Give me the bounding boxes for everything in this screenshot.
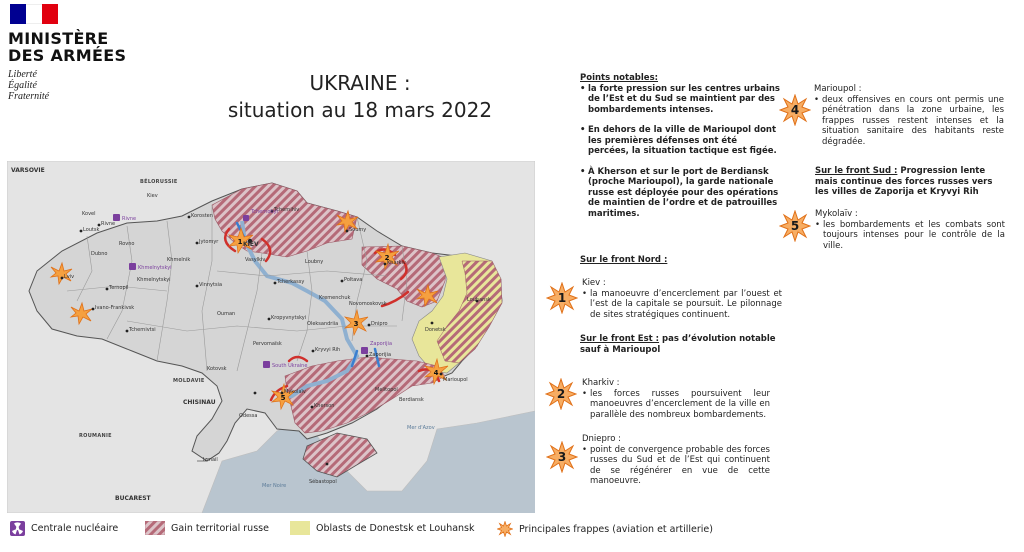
city-kryvyi-rih: Kryvyi Rih [315,347,341,353]
city-jytomyr: Jytomyr [199,239,219,245]
strike-marker-1-number: 1 [557,291,567,305]
city-loutsk: Loutsk [83,227,100,233]
city-sebastopol: Sébastopol [309,479,337,485]
nuclear-tchernobyl-icon [243,215,249,221]
ministry-line-2: DES ARMÉES [8,46,127,65]
republic-motto [8,69,148,102]
city-izmail: Izmail [203,457,218,463]
map-legend [10,519,1020,541]
city-berdiansk: Berdiansk [399,397,424,403]
city-kotovsk: Kotovsk [207,366,227,372]
french-flag-icon [10,4,58,24]
city-tchernihiv: Tchernihiv [274,207,300,213]
map-marker-4-label: 4 [433,369,439,377]
title-line-1: UKRAINE : [309,71,411,95]
city-kharkiv: Kharkiv [387,260,406,266]
label-varsovie: VARSOVIE [11,167,45,174]
city-soumy: Soumy [349,227,367,233]
marioupol-block [814,84,1004,147]
ministry-logo [8,4,148,102]
kharkiv-block [582,378,770,420]
oblasts-swatch-icon [290,521,310,535]
marioupol-title: Marioupol : [814,84,862,94]
city-kropyvnytskyi: Kropyvnytskyi [271,315,307,321]
mykolaiv-title: Mykolaïv : [815,209,858,219]
mykolaiv-block [815,209,1005,251]
legend-nuclear-label: Centrale nucléaire [31,523,119,534]
city-tcherkassy: Tcherkassy [277,279,305,285]
notable-bullet-1: • la forte pression sur les centres urbains de l’Est et du Sud se maintient par des bombardements intenses. [580,84,780,116]
front-sud-text: Progression lente mais continue des forces russes vers les villes de Zaporija et Kryvyi Rih [815,166,993,197]
city-vasylkiv: Vasylkiv [245,257,266,263]
city-kiev-small: Kiev [147,193,158,199]
city-zaporijia: Zaporijia [369,352,392,358]
city-odessa: Odessa [239,413,258,419]
strike-marker-3-number: 3 [557,450,567,464]
marioupol-text: • deux offensives en cours ont permis une pénétration dans la zone urbaine, les frappes russes restent intenses et la situation sanitaire des habitants reste dégradée. [814,95,1004,148]
label-chisinau: CHISINAU [183,399,216,406]
city-kremenchuk: Kremenchuk [319,295,351,301]
city-ivano-frankivsk: Ivano-Frankivsk [95,305,135,311]
city-loubny: Loubny [305,259,324,265]
kiev-block [582,278,782,320]
motto-fraternite: Fraternité [8,91,50,102]
ukraine-map [7,161,535,513]
page-title [200,70,520,124]
motto-egalite: Égalité [8,80,37,91]
legend-strikes [497,521,713,537]
ministry-line-1: MINISTÈRE [8,29,109,48]
city-lviv: Lviv [64,274,75,280]
front-est-heading-label: Sur le front Est : [580,334,660,344]
mykolaiv-text: • les bombardements et les combats sont toujours intenses pour le contrôle de la ville. [815,220,1005,252]
plant-rivne: Rivne [122,216,137,222]
strike-marker-4 [779,94,811,126]
city-melitopol: Melitopol [375,387,398,393]
legend-russian-gain [145,521,269,535]
front-est-heading-rest: pas d’évolution notable sauf à Marioupol [580,334,776,355]
dniepro-block [582,434,770,487]
nuclear-rivne-icon [113,214,120,221]
strike-marker-1 [546,282,578,314]
city-pervomaisk: Pervomaïsk [253,341,282,347]
legend-nuclear [10,521,118,536]
kiev-title: Kiev : [582,278,606,288]
front-sud-block [815,166,1005,198]
notable-heading: Points notables: [580,73,659,83]
strike-marker-5 [779,210,811,242]
kiev-text: • la manoeuvre d’encerclement par l’ouest et l’est de la capitale se poursuit. Le pilonnage de sites stratégiques continuent. [582,289,782,321]
label-belorussie: BÉLORUSSIE [140,179,178,185]
nuclear-khmelnytskyi-icon [129,263,136,270]
kharkiv-text: • les forces russes poursuivent leur manoeuvres d’encerclement de la ville en parallèle des nombreux bombardements. [582,389,770,421]
city-ternopil: Ternopil [109,285,129,291]
city-rovno: Rovno [119,241,135,247]
city-louhansk: Louhansk [467,297,491,303]
dniepro-title: Dniepro : [582,434,621,444]
map-marker-5-label: 5 [280,394,286,402]
front-nord-heading: Sur le front Nord : [580,255,668,265]
dniepro-text: • point de convergence probable des forces russes du Sud et de l’Est qui continuent de se régénérer en vue de cette manoeuvre. [582,445,770,487]
city-ouman: Ouman [217,311,236,317]
nuclear-south-ukraine-icon [263,361,270,368]
map-marker-2-label: 2 [384,254,390,262]
strike-marker-5-number: 5 [790,219,800,233]
label-mer-noire: Mer Noire [262,483,287,489]
city-oleksandriia: Oleksandriia [307,321,339,327]
city-poltava: Poltava [344,277,363,283]
strike-marker-2 [545,378,577,410]
motto-liberte: Liberté [8,69,37,80]
strike-marker-3 [546,441,578,473]
label-bucarest: BUCAREST [115,495,151,502]
city-marioupol: Marioupol [443,377,468,383]
city-mykolaiv: Mykolaïv [284,389,306,395]
front-est-heading [580,334,780,355]
city-novomoskovsk: Novomoskovsk [349,301,387,307]
kharkiv-title: Kharkiv : [582,378,620,388]
city-vinnytsia: Vinnytsia [199,282,223,288]
city-donetsk: Donetsk [425,327,446,333]
title-line-2: situation au 18 mars 2022 [227,98,493,122]
city-tchernivtsi: Tchernivtsi [129,327,156,333]
legend-oblasts [290,521,475,535]
map-marker-1-label: 1 [237,238,243,246]
legend-russian-gain-label: Gain territorial russe [171,522,269,534]
notable-bullet-3: • À Kherson et sur le port de Berdiansk (proche Marioupol), la garde nationale russe est déployée pour des opérations de maintien de l’ordre et de patrouilles maritimes. [580,167,780,220]
city-rivne: Rivne [101,221,116,227]
label-kiev: KIEV [243,241,259,248]
front-sud-heading: Sur le front Sud : [815,166,898,176]
notable-bullet-2: • En dehors de la ville de Marioupol dont les premières défenses ont été percées, la situation tactique est figée. [580,125,780,157]
strike-marker-4-number: 4 [790,103,800,117]
city-korosten: Korosten [191,213,213,219]
plant-south-ukraine: South Ukraine [272,363,308,369]
plant-tchernobyl: Tchernobyl [251,209,278,215]
city-kherson: Kherson [314,403,335,409]
notable-points [580,73,780,219]
label-roumanie: ROUMANIE [79,433,112,439]
city-dubno: Dubno [91,251,108,257]
map-marker-3-label: 3 [353,320,359,328]
strike-burst-icon [497,521,513,537]
nuclear-zaporijia-icon [361,347,368,354]
russian-gain-swatch-icon [145,521,165,535]
plant-zaporijia: Zaporijia [370,341,393,347]
legend-oblasts-label: Oblasts de Donestsk et Louhansk [316,522,475,534]
strike-marker-2-number: 2 [556,387,566,401]
city-kovel: Kovel [82,211,96,217]
label-moldavie: MOLDAVIE [173,378,205,384]
label-mer-azov: Mer d'Azov [407,425,435,431]
legend-strikes-label: Principales frappes (aviation et artillerie) [519,523,713,535]
plant-khmelnytskyi: Khmelnytskyi [138,265,172,271]
city-khmelnytskyi: Khmelnytskyi [137,277,171,283]
city-dnipro: Dnipro [371,321,388,327]
nuclear-icon [10,521,25,536]
city-khmelnik: Khmelnik [167,257,191,263]
ministry-name [8,30,148,64]
